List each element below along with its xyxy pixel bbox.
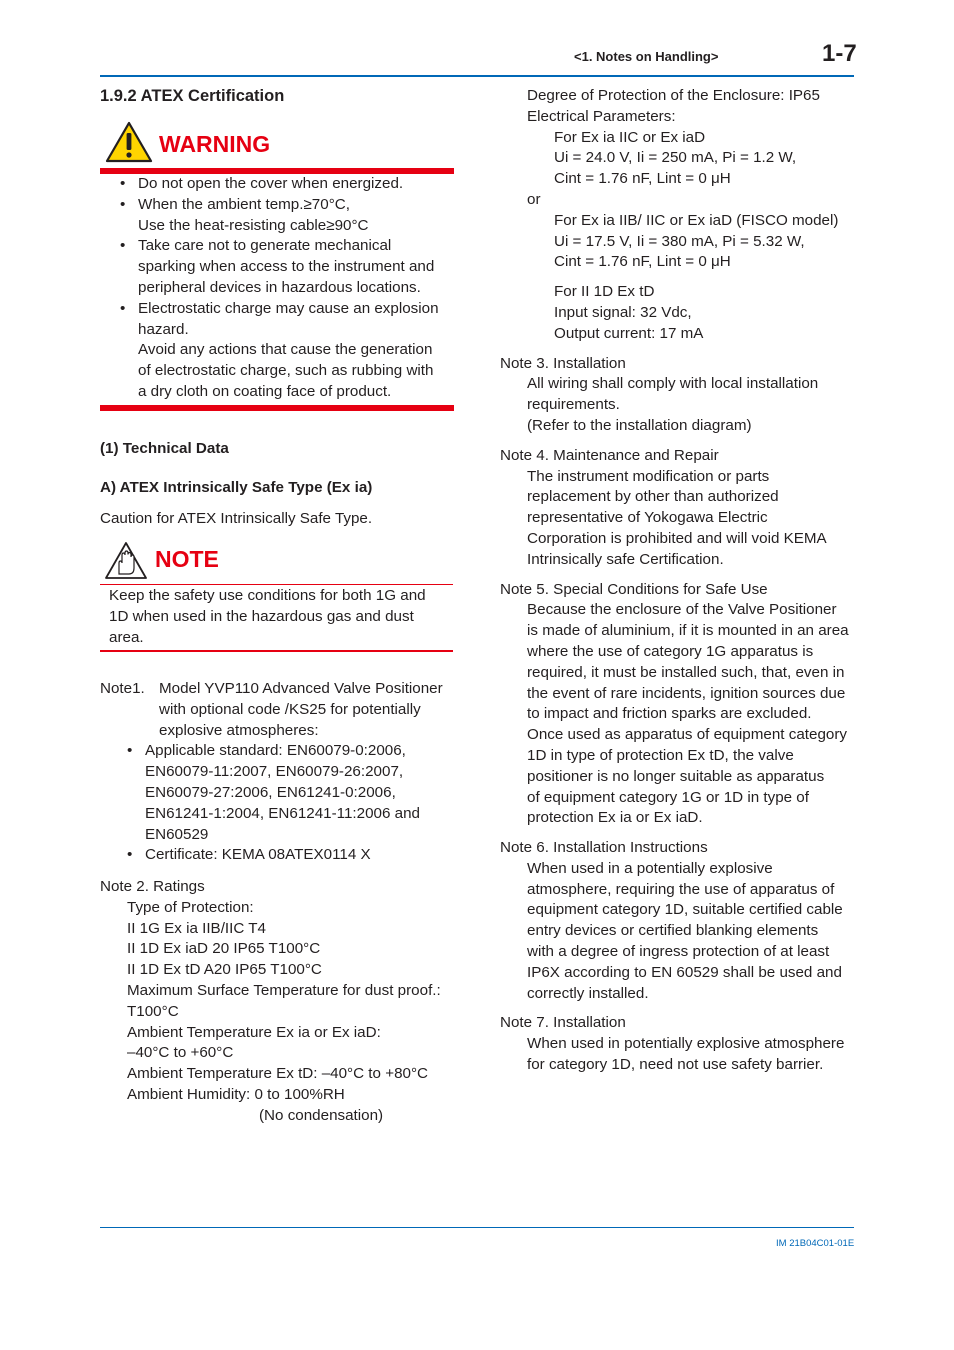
page-number: 1-7 (822, 40, 857, 67)
note4-line: Corporation is prohibited and will void KEMA (527, 529, 827, 547)
document-id: IM 21B04C01-01E (776, 1238, 855, 1249)
note7-line: When used in potentially explosive atmosphere (527, 1035, 845, 1053)
hand-note-icon (104, 541, 148, 580)
note6-line: correctly installed. (527, 984, 649, 1002)
note2-line: Ambient Temperature Ex ia or Ex iaD: (127, 1023, 381, 1041)
ex-ia-iic-params-line: For Ex ia IIC or Ex iaD (554, 128, 706, 146)
note-box-line: 1D when used in the hazardous gas and dust (109, 607, 414, 625)
note4-line: representative of Yokogawa Electric (527, 509, 768, 527)
note-bottom-rule (100, 650, 453, 652)
note2-line: II 1D Ex tD A20 IP65 T100°C (127, 961, 322, 979)
note5-line: of equipment category 1G or 1D in type of (527, 788, 809, 806)
note2-line: Ambient Humidity: 0 to 100%RH (127, 1085, 345, 1103)
enclosure-protection: Degree of Protection of the Enclosure: IP65 (527, 87, 820, 104)
note4-line: The instrument modification or parts (527, 467, 770, 485)
warning-list (120, 174, 455, 403)
note3-label: Note 3. Installation (500, 354, 626, 372)
fisco-params-line: For Ex ia IIB/ IIC or Ex iaD (FISCO model) (554, 211, 839, 229)
note5-line: Because the enclosure of the Valve Positioner (527, 601, 837, 619)
note2-label: Note 2. Ratings (100, 878, 205, 895)
running-header: <1. Notes on Handling> (574, 49, 719, 64)
note2-block (100, 877, 460, 1127)
warning-bottom-rule (100, 405, 454, 411)
note2-line: T100°C (127, 1002, 179, 1020)
note2-line: Ambient Temperature Ex tD: –40°C to +80°C (127, 1065, 428, 1083)
note6-line: When used in a potentially explosive (527, 859, 773, 877)
note1-block (100, 679, 460, 866)
note2-line: Maximum Surface Temperature for dust proof.: (127, 981, 441, 999)
note-top-rule (100, 584, 453, 585)
note5-label: Note 5. Special Conditions for Safe Use (500, 580, 768, 598)
section-title: 1.9.2 ATEX Certification (100, 87, 285, 105)
ex-ia-iic-params-line: Ui = 24.0 V, Ii = 250 mA, Pi = 1.2 W, (554, 149, 797, 167)
note7-line: for category 1D, need not use safety barrier. (527, 1056, 824, 1074)
electrical-parameters-label: Electrical Parameters: (527, 107, 676, 125)
note1-line: Model YVP110 Advanced Valve Positioner (159, 680, 443, 697)
no-condensation-text: (No condensation) (259, 1106, 384, 1124)
warning-item: • Do not open the cover when energized. (120, 174, 455, 195)
note6-line: entry devices or certified blanking elements (527, 922, 819, 940)
note-box-text (109, 586, 454, 648)
note6-line: equipment category 1D, suitable certified cable (527, 901, 843, 919)
note1-line: with optional code /KS25 for potentially (159, 700, 421, 718)
fisco-params-line: Ui = 17.5 V, Ii = 380 mA, Pi = 5.32 W, (554, 232, 805, 250)
fisco-params-line: Cint = 1.76 nF, Lint = 0 μH (554, 253, 731, 271)
note1-line: explosive atmospheres: (159, 721, 319, 739)
note-box-line: Keep the safety use conditions for both 1G and (109, 587, 426, 604)
caution-text: Caution for ATEX Intrinsically Safe Type. (100, 509, 373, 527)
note2-line: II 1D Ex iaD 20 IP65 T100°C (127, 940, 321, 958)
note5-line: protection Ex ia or Ex iaD. (527, 809, 703, 827)
note5-line: is made of aluminium, if it is mounted in an area (527, 622, 849, 640)
technical-data-heading: (1) Technical Data (100, 440, 229, 457)
note6-line: with a degree of ingress protection of at least (527, 943, 830, 961)
certificate-item: • Certificate: KEMA 08ATEX0114 X (127, 845, 460, 866)
note2-line: Type of Protection: (127, 898, 254, 916)
ex-td-params-line: Input signal: 32 Vdc, (554, 303, 692, 321)
or-text: or (527, 190, 541, 208)
right-column (500, 86, 860, 1076)
note2-line: II 1G Ex ia IIB/IIC T4 (127, 919, 266, 937)
note4-line: replacement by other than authorized (527, 488, 779, 506)
warning-triangle-icon (105, 121, 153, 163)
note4-label: Note 4. Maintenance and Repair (500, 446, 719, 464)
note-box-line: area. (109, 628, 144, 646)
note5-line: Once used as apparatus of equipment category (527, 726, 847, 744)
note5-line: 1D in type of protection Ex tD, the valve (527, 746, 794, 764)
note-title: NOTE (155, 546, 219, 572)
technical-data-block (100, 439, 460, 529)
left-column (100, 86, 460, 107)
note5-line: to impact and friction sparks are excluded. (527, 705, 812, 723)
note5-line: required, it must be installed such, that, even in (527, 663, 845, 681)
note3-line: requirements. (527, 396, 620, 414)
ex-td-params-line: For II 1D Ex tD (554, 283, 655, 301)
note3-line: (Refer to the installation diagram) (527, 416, 752, 434)
note5-line: where the use of category 1G apparatus is (527, 642, 814, 660)
atex-intrinsic-heading: A) ATEX Intrinsically Safe Type (Ex ia) (100, 478, 373, 496)
ex-ia-iic-params-line: Cint = 1.76 nF, Lint = 0 μH (554, 170, 731, 188)
note6-label: Note 6. Installation Instructions (500, 839, 708, 857)
header-rule (100, 75, 854, 77)
footer-rule (100, 1227, 854, 1228)
note4-line: Intrinsically safe Certification. (527, 550, 724, 568)
note1-label: Note1. (100, 680, 145, 697)
note5-line: the event of rare incidents, ignition sources due (527, 684, 846, 702)
note3-line: All wiring shall comply with local installation (527, 375, 819, 393)
warning-item: • Electrostatic charge may cause an explosion hazard. Avoid any actions that cause the generation of electrostatic charge, such as rubbing with a dry cloth on coating face of product. (120, 299, 455, 403)
applicable-standard-item: • Applicable standard: EN60079-0:2006, EN60079-11:2007, EN60079-26:2007, EN60079-27:2006, EN61241-0:2006, EN61241-1:2004, EN61241-11:2006 and EN60529 (127, 741, 460, 845)
note5-line: positioner is no longer suitable as apparatus (527, 767, 825, 785)
note7-label: Note 7. Installation (500, 1014, 626, 1032)
warning-title: WARNING (159, 131, 271, 157)
note6-line: atmosphere, requiring the use of apparatus of (527, 880, 835, 898)
note6-line: IP6X according to EN 60529 shall be used and (527, 963, 842, 981)
note2-line: –40°C to +60°C (127, 1044, 234, 1062)
ex-td-params-line: Output current: 17 mA (554, 324, 704, 342)
warning-item: • Take care not to generate mechanical sparking when access to the instrument and peripheral devices in hazardous locations. (120, 236, 455, 298)
warning-item: • When the ambient temp.≥70°C, Use the heat-resisting cable≥90°C (120, 195, 455, 237)
